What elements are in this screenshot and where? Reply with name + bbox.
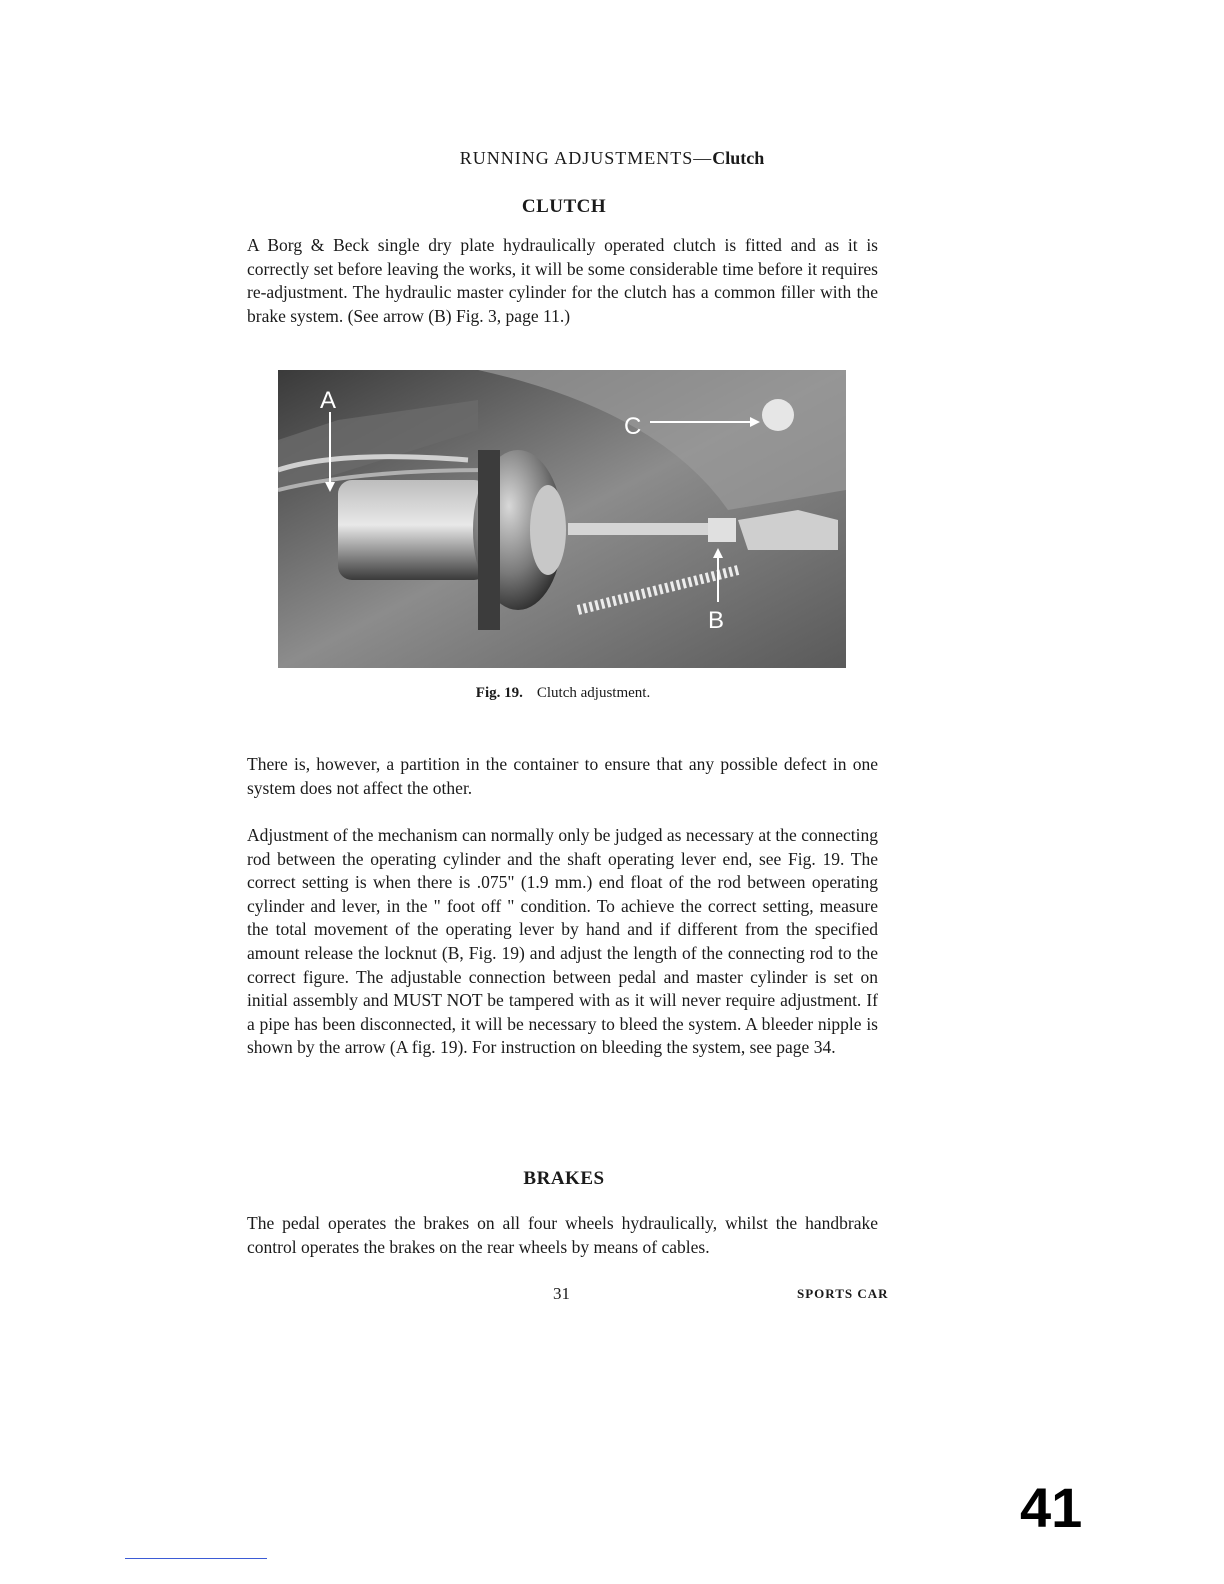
- running-head: [0, 148, 1224, 169]
- brakes-paragraph: The pedal operates the brakes on all four wheels hydraulically, whilst the handbrake control operates the brakes on the rear wheels by means of cables.: [247, 1213, 878, 1257]
- mounting-bracket: [478, 450, 500, 630]
- running-head-title: RUNNING ADJUSTMENTS—: [459, 148, 713, 168]
- connecting-rod: [568, 523, 718, 535]
- page-number: 31: [553, 1284, 570, 1303]
- operating-cylinder: [338, 480, 488, 580]
- figure-caption-text: Clutch adjustment.: [536, 685, 651, 701]
- running-foot: SPORTS CAR: [797, 1286, 889, 1301]
- figure-caption: [0, 685, 1126, 702]
- adjustment-paragraph: Adjustment of the mechanism can normally only be judged as necessary at the connecting rod between the operating cylinder and the shaft operating lever end, see Fig. 19. The correct setting is when there is .075" (1.9 mm.) end float of the rod between operating cylinder and lever, in the " foot off " condition. To achieve the correct setting, measure the total movement of the operating lever by hand and if different from the specified amount release the locknut (B, Fig. 19) and adjust the length of the connecting rod to the correct figure. The adjustable connection between pedal and master cylinder is set on initial assembly and MUST NOT be tampered with as it will never require adjustment. If a pipe has been disconnected, it will be necessary to bleed the system. A bleeder nipple is shown by the arrow (A fig. 19). For instruction on bleeding the system, see page 34.: [247, 825, 878, 1058]
- label-b: B: [708, 607, 725, 634]
- clutch-intro-paragraph: A Borg & Beck single dry plate hydraulically operated clutch is fitted and as it is correctly set before leaving the works, it will be some considerable time before it requires re-adjustment. The hydraulic master cylinder for the clutch has a common filler with the brake system. (See arrow (B) Fig. 3, page 11.): [247, 235, 878, 326]
- brakes-heading: BRAKES: [523, 1168, 605, 1189]
- clutch-heading: CLUTCH: [521, 196, 607, 217]
- running-head-subtitle: Clutch: [712, 148, 765, 168]
- label-a: A: [320, 387, 337, 414]
- locknut: [708, 518, 736, 542]
- figure-number: Fig. 19.: [475, 685, 523, 701]
- clutch-photo: [278, 370, 846, 668]
- label-c: C: [624, 413, 642, 440]
- sheet-number: 41: [1020, 1476, 1083, 1539]
- dust-cover: [530, 485, 566, 575]
- edge-rule: [125, 1558, 267, 1559]
- partition-paragraph: There is, however, a partition in the container to ensure that any possible defect in one system does not affect the other.: [247, 754, 878, 798]
- clutch-figure: [278, 370, 846, 668]
- bleed-nipple: [762, 399, 794, 431]
